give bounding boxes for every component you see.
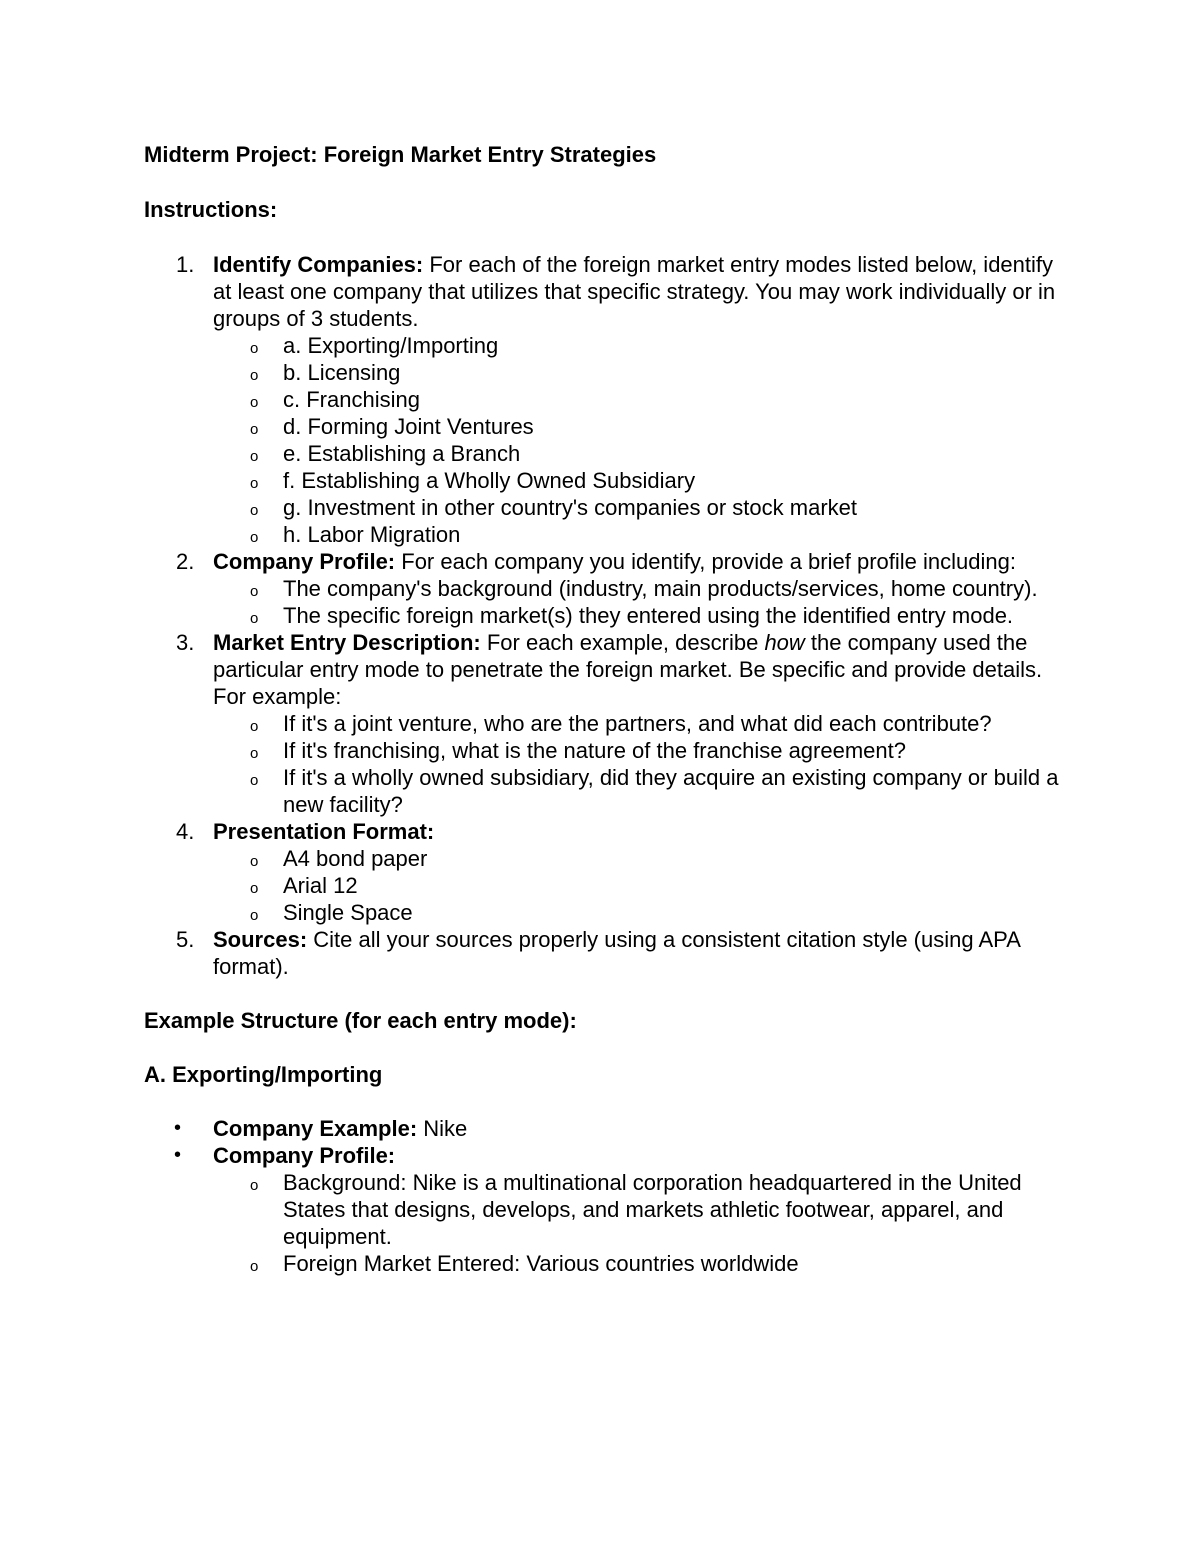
section-a-heading: A. Exporting/Importing <box>144 1062 383 1087</box>
list-item: o c. Franchising <box>213 386 1064 413</box>
instructions-heading: Instructions: <box>144 197 278 222</box>
circle-bullet-icon: o <box>250 475 259 492</box>
instruction-step-1 <box>144 251 1064 548</box>
instruction-step-5 <box>144 926 1064 980</box>
step-number: 3. <box>176 630 195 655</box>
step-number: 5. <box>176 927 195 952</box>
circle-bullet-icon: o <box>250 583 259 600</box>
instruction-step-4 <box>144 818 1064 926</box>
circle-bullet-icon: o <box>250 610 259 627</box>
circle-bullet-icon: o <box>250 448 259 465</box>
step-number: 1. <box>176 252 195 277</box>
entry-description-examples-list <box>213 710 1064 818</box>
list-item: o If it's a joint venture, who are the partners, and what did each contribute? <box>213 710 1064 737</box>
instructions-list <box>144 251 1064 980</box>
step-text: For each of the foreign market entry modes listed below, identify at least one company that utilizes that specific strategy. You may work individually or in groups of 3 students. <box>213 252 1056 331</box>
circle-bullet-icon: o <box>250 718 259 735</box>
circle-bullet-icon: o <box>250 853 259 870</box>
document-title: Midterm Project: Foreign Market Entry Strategies <box>144 142 657 167</box>
list-item: o d. Forming Joint Ventures <box>213 413 1064 440</box>
list-item: o f. Establishing a Wholly Owned Subsidiary <box>213 467 1064 494</box>
step-number: 4. <box>176 819 195 844</box>
section-a-list <box>144 1115 1064 1277</box>
step-text: For each example, describe <box>480 630 765 655</box>
circle-bullet-icon: o <box>250 340 259 357</box>
entry-modes-list <box>213 332 1064 548</box>
step-text-emphasis: how <box>764 630 805 655</box>
list-item: o g. Investment in other country's companies or stock market <box>213 494 1064 521</box>
step-text: the company used the particular entry mode to penetrate the foreign market. Be specific and provide details. For example: <box>213 630 1043 709</box>
list-item: o A4 bond paper <box>213 845 1064 872</box>
list-item: o Background: Nike is a multinational corporation headquartered in the United States that designs, develops, and markets athletic footwear, apparel, and equipment. <box>250 1170 1022 1249</box>
company-example-value: Nike <box>417 1116 468 1141</box>
presentation-format-list <box>213 845 1064 926</box>
circle-bullet-icon: o <box>250 502 259 519</box>
instruction-step-2 <box>144 548 1064 629</box>
circle-bullet-icon: o <box>250 1258 259 1275</box>
circle-bullet-icon: o <box>250 907 259 924</box>
company-profile-list <box>213 1169 1064 1277</box>
list-item: o a. Exporting/Importing <box>213 332 1064 359</box>
dot-bullet-icon: • <box>174 1117 182 1139</box>
step-label: Market Entry Description: <box>213 630 481 655</box>
circle-bullet-icon: o <box>250 421 259 438</box>
company-profile-label: Company Profile: <box>213 1143 396 1168</box>
circle-bullet-icon: o <box>250 367 259 384</box>
step-text: Cite all your sources properly using a consistent citation style (using APA format). <box>213 927 1020 979</box>
circle-bullet-icon: o <box>250 745 259 762</box>
step-label: Presentation Format: <box>213 819 435 844</box>
step-number: 2. <box>176 549 195 574</box>
list-item: o Single Space <box>213 899 1064 926</box>
step-label: Company Profile: <box>213 549 396 574</box>
list-item <box>144 1115 1064 1142</box>
step-label: Sources: <box>213 927 308 952</box>
circle-bullet-icon: o <box>250 772 259 789</box>
instruction-step-3 <box>144 629 1064 818</box>
list-item: o The specific foreign market(s) they entered using the identified entry mode. <box>213 602 1064 629</box>
profile-requirements-list <box>213 575 1064 629</box>
list-item: o Arial 12 <box>213 872 1064 899</box>
list-item: o e. Establishing a Branch <box>213 440 1064 467</box>
list-item: o h. Labor Migration <box>213 521 1064 548</box>
list-item: o Foreign Market Entered: Various countries worldwide <box>213 1250 1064 1277</box>
list-item: o If it's a wholly owned subsidiary, did they acquire an existing company or build a new facility? <box>250 765 1059 817</box>
dot-bullet-icon: • <box>174 1144 182 1166</box>
list-item: o If it's franchising, what is the nature of the franchise agreement? <box>213 737 1064 764</box>
circle-bullet-icon: o <box>250 880 259 897</box>
step-label: Identify Companies: <box>213 252 424 277</box>
company-example-label: Company Example: <box>213 1116 418 1141</box>
list-item: o The company's background (industry, main products/services, home country). <box>213 575 1064 602</box>
document-page <box>144 141 1064 1277</box>
circle-bullet-icon: o <box>250 1177 259 1194</box>
circle-bullet-icon: o <box>250 394 259 411</box>
circle-bullet-icon: o <box>250 529 259 546</box>
example-structure-heading: Example Structure (for each entry mode): <box>144 1008 577 1033</box>
list-item <box>144 1142 1064 1277</box>
step-text: For each company you identify, provide a brief profile including: <box>395 549 1016 574</box>
list-item: o b. Licensing <box>213 359 1064 386</box>
